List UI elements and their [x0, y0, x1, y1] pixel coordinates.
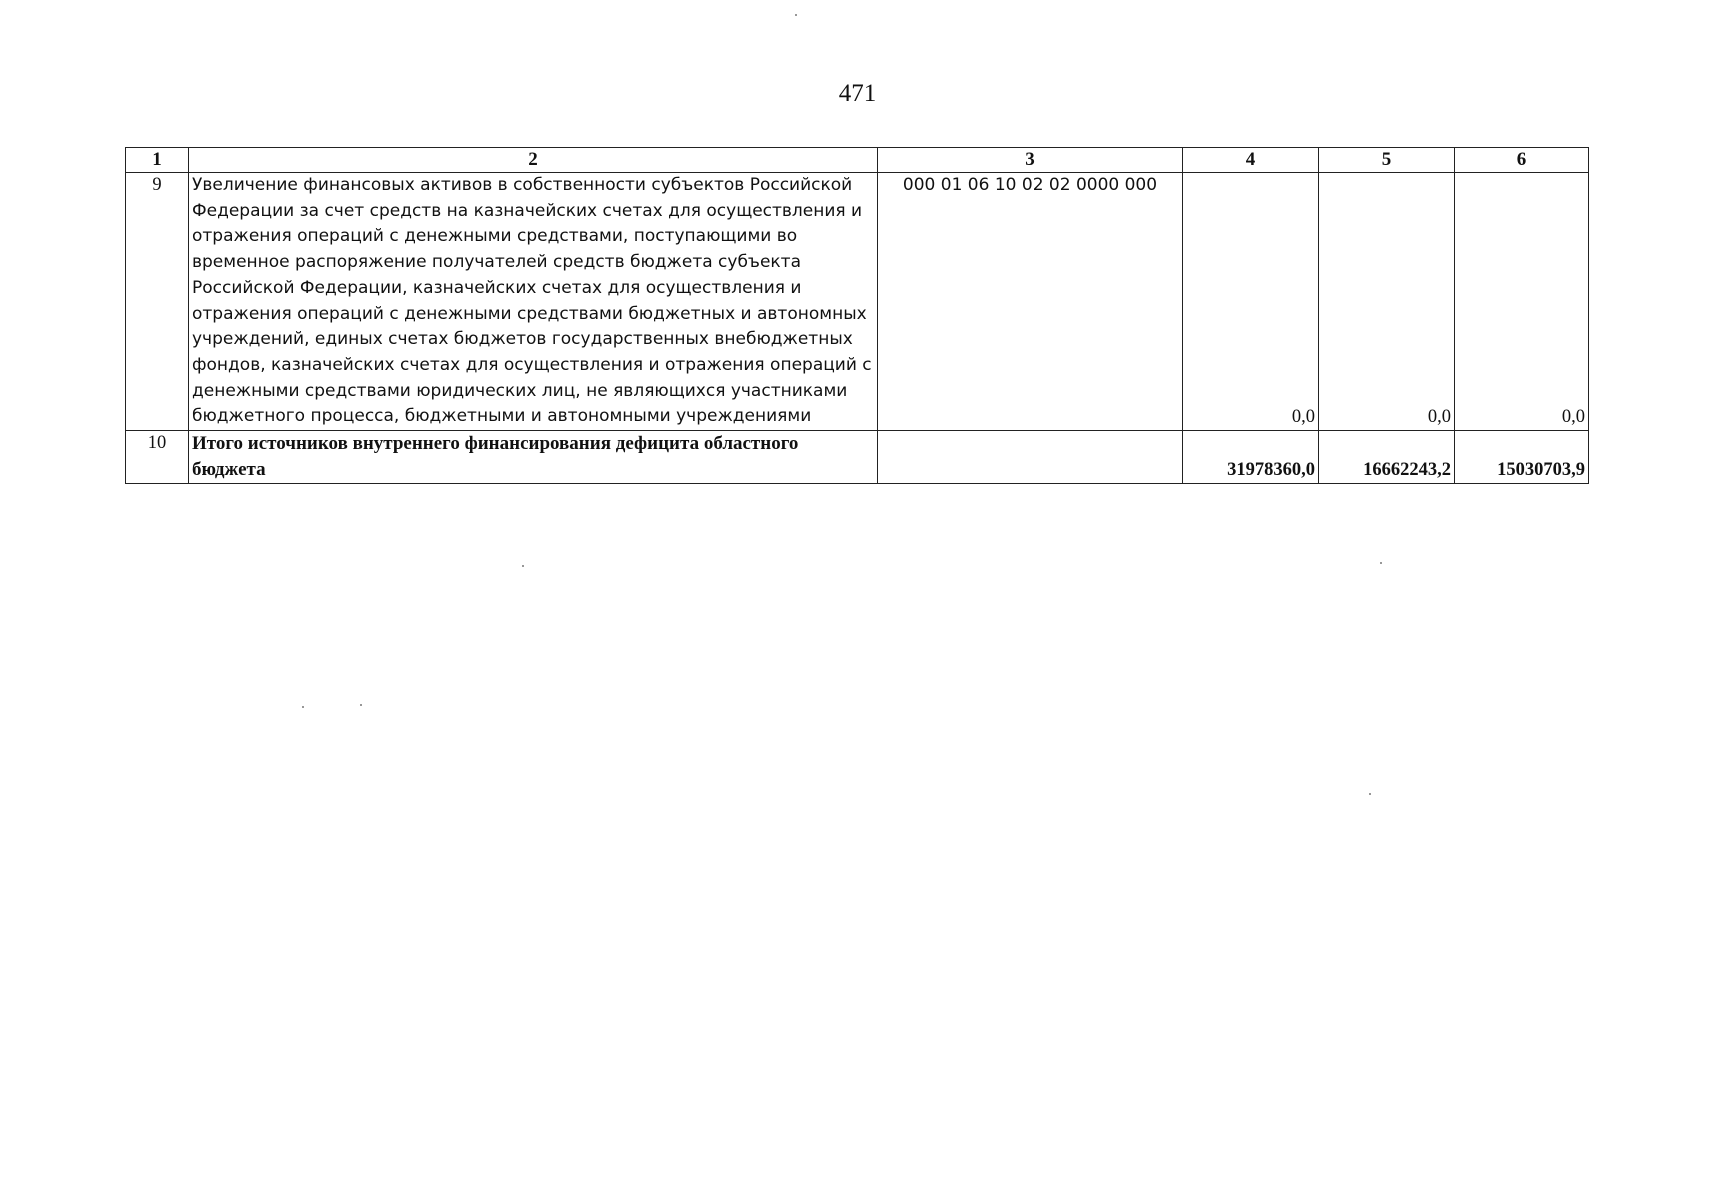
value-col-6: 0,0 [1455, 173, 1589, 431]
scan-speck [522, 565, 524, 567]
budget-classification-code [878, 431, 1183, 484]
scan-speck [302, 706, 304, 708]
row-number: 10 [126, 431, 189, 484]
description-line: бюджета [192, 459, 266, 481]
total-col-4: 31978360,0 [1183, 431, 1319, 484]
header-col-5: 5 [1319, 148, 1455, 173]
description-line: Российской Федерации, казначейских счетах для осуществления и [192, 277, 802, 298]
total-row [126, 431, 1589, 484]
total-col-5: 16662243,2 [1319, 431, 1455, 484]
budget-classification-code: 000 01 06 10 02 02 0000 000 [878, 173, 1183, 431]
description-line: отражения операций с денежными средствами, поступающими во [192, 226, 798, 247]
value-col-5: 0,0 [1319, 173, 1455, 431]
row-description [189, 173, 878, 431]
description-line: временное распоряжение получателей средств бюджета субъекта [192, 252, 801, 273]
header-col-4: 4 [1183, 148, 1319, 173]
scan-speck [360, 704, 362, 706]
header-col-2: 2 [189, 148, 878, 173]
row-description [189, 431, 878, 484]
row-number: 9 [126, 173, 189, 431]
description-line: отражения операций с денежными средствами бюджетных и автономных [192, 303, 867, 324]
scan-speck [1380, 562, 1382, 564]
scan-speck [1369, 793, 1371, 795]
description-line: денежными средствами юридических лиц, не являющихся участниками [192, 380, 848, 401]
description-line: учреждений, единых счетах бюджетов государственных внебюджетных [192, 329, 853, 350]
description-line: Увеличение финансовых активов в собственности субъектов Российской [192, 175, 853, 195]
description-line: фондов, казначейских счетах для осуществления и отражения операций с [192, 354, 872, 375]
page-number: 471 [838, 80, 877, 107]
description-line: Итого источников внутреннего финансирования дефицита областного [192, 433, 799, 455]
table-row [126, 173, 1589, 431]
value-col-4: 0,0 [1183, 173, 1319, 431]
header-col-3: 3 [878, 148, 1183, 173]
header-col-1: 1 [126, 148, 189, 173]
header-row [126, 148, 1589, 173]
description-line: бюджетного процесса, бюджетными и автономными учреждениями [192, 406, 812, 427]
description-line: Федерации за счет средств на казначейских счетах для осуществления и [192, 200, 863, 221]
scan-speck [795, 14, 797, 16]
budget-sources-table [125, 147, 1589, 484]
header-col-6: 6 [1455, 148, 1589, 173]
total-col-6: 15030703,9 [1455, 431, 1589, 484]
